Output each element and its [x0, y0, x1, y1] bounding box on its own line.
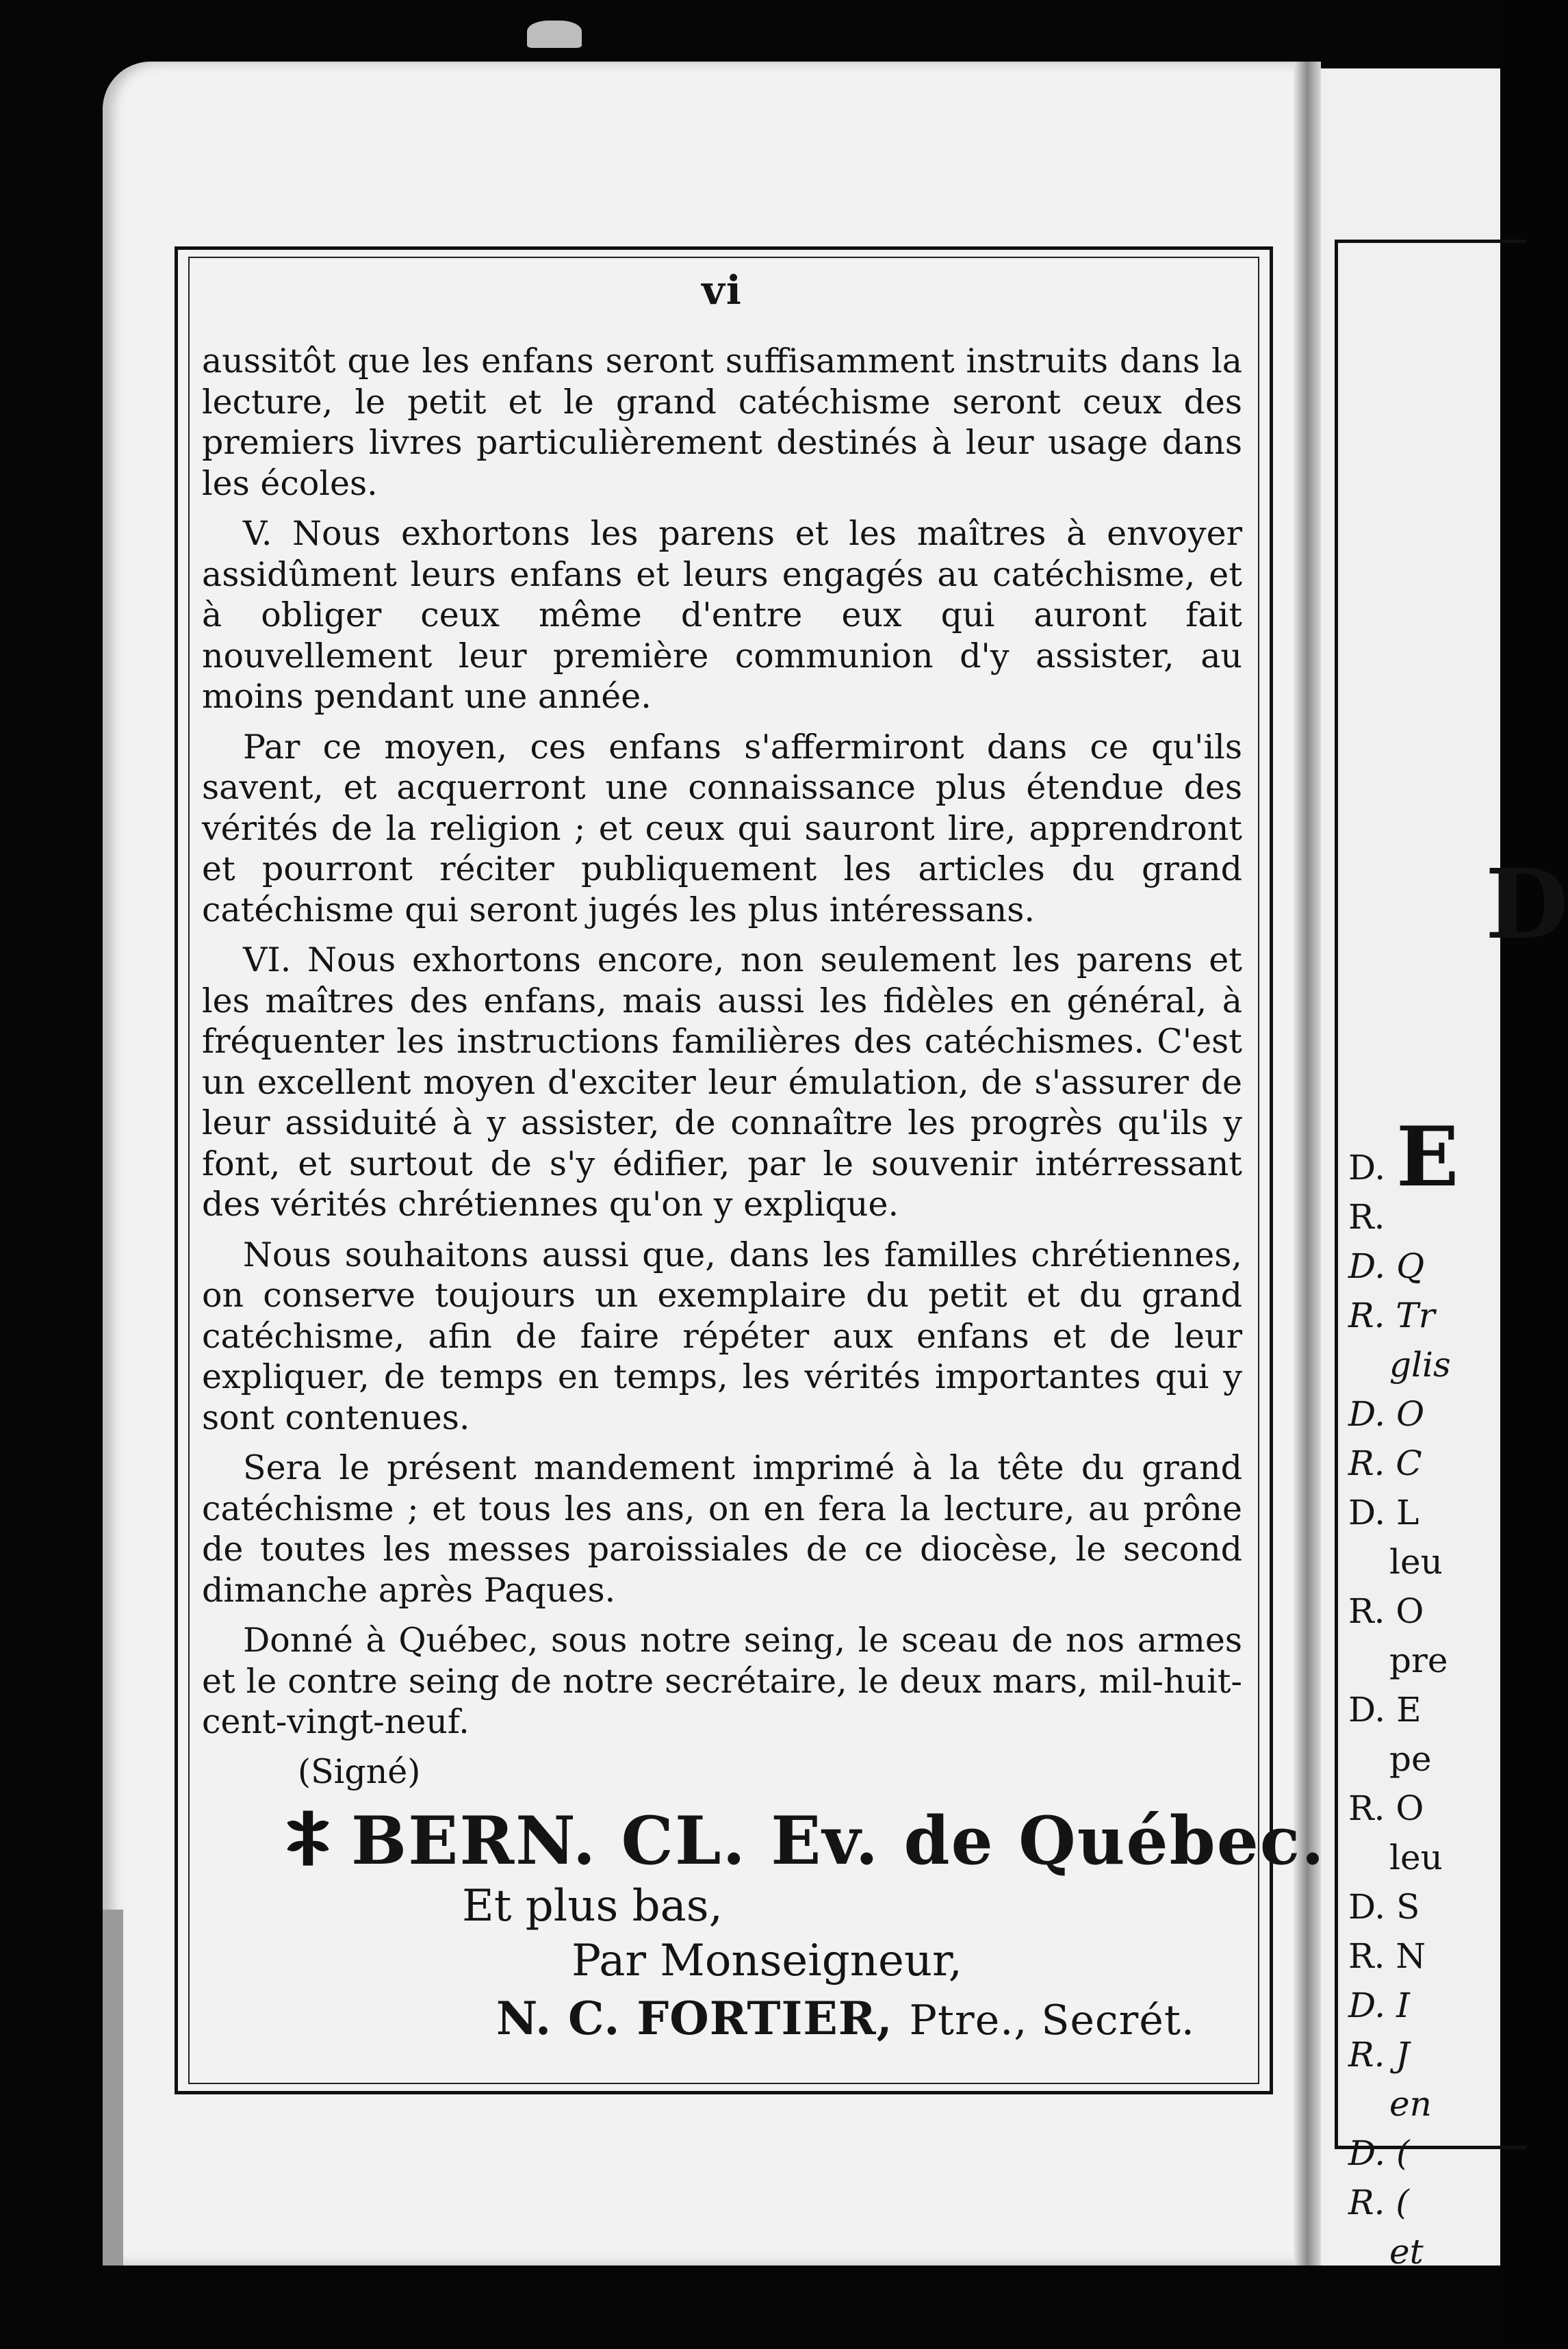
right-line: D. S [1348, 1887, 1420, 1927]
right-line: R. O [1348, 1788, 1424, 1828]
secretary-title: Ptre., Secrét. [909, 1996, 1196, 2044]
right-line: D. O [1348, 1394, 1425, 1434]
paragraph: Donné à Québec, sous notre seing, le sceau de nos armes et le contre seing de notre secrétaire, le deux mars, mil-huit-cent-vingt-neuf. [202, 1621, 1242, 1741]
secretary-signature [496, 1988, 1242, 2051]
bishop-signature [277, 1801, 1326, 1879]
mandement-text [202, 267, 1326, 2051]
right-page-big-letter: D [1485, 849, 1568, 961]
page-number: vi [702, 267, 743, 313]
right-line: pe [1389, 1739, 1432, 1779]
par-monseigneur: Par Monseigneur, [571, 1935, 962, 1986]
cross-fleury-icon [277, 1808, 339, 1869]
paragraph: V. Nous exhortons les parens et les maîtres à envoyer assidûment leurs enfans et leurs engagés au catéchisme, et à obliger ceux même d'entre eux qui auront fait nouvellement leur première communion d'y assister, au moins pendant une année. [202, 514, 1242, 716]
book-gutter [1294, 62, 1321, 2265]
right-line: D. I [1348, 1986, 1410, 2025]
right-line: R. C [1348, 1443, 1422, 1483]
secretary-name: N. C. FORTIER, [496, 1991, 893, 2045]
paragraph: Sera le présent mandement imprimé à la tête du grand catéchisme ; et tous les ans, on en fera la lecture, au prône de toutes les messes paroissiales de ce diocèse, le second dimanche après Paques. [202, 1448, 1242, 1610]
right-line: et [1389, 2232, 1424, 2272]
paragraph: aussitôt que les enfans seront suffisamment instruits dans la lecture, le petit et le grand catéchisme seront ceux des premiers livres particulièrement destinés à leur usage dans les écoles. [202, 342, 1242, 503]
paragraph: Nous souhaitons aussi que, dans les familles chrétiennes, on conserve toujours un exemplaire du petit et du grand catéchisme, afin de faire répéter aux enfans et de leur expliquer, de temps en temps, les vérités importantes qui y sont contenues. [202, 1235, 1242, 1437]
right-line: R. ( [1348, 2183, 1409, 2222]
right-page-lines [1348, 1143, 1451, 2276]
right-line: leu [1389, 1542, 1443, 1582]
right-line: R. N [1348, 1936, 1426, 1976]
right-line: D. [1348, 1148, 1386, 1188]
right-line: R. O [1348, 1591, 1424, 1631]
right-line: D. E [1348, 1690, 1422, 1730]
right-line: R. [1348, 1197, 1385, 1237]
right-line: D. Q [1348, 1246, 1425, 1286]
right-line: leu [1389, 1838, 1443, 1877]
right-line: en [1389, 2084, 1432, 2124]
right-line: R. J [1348, 2035, 1410, 2075]
right-line: R. Tr [1348, 1296, 1435, 1335]
right-page [1321, 68, 1568, 2272]
paragraph: VI. Nous exhortons encore, non seulement les parens et les maîtres des enfans, mais aussi les fidèles en général, à fréquenter les instructions familières des catéchismes. C'est un excellent moyen d'exciter leur émulation, de s'assurer de leur assiduité à y assister, de connaître les progrès qu'ils y font, et surtout de s'y édifier, par le souvenir intérressant des vérités chrétiennes qu'on y explique. [202, 940, 1242, 1224]
right-page-big-letter-2: E [1396, 1109, 1459, 1205]
right-line: glis [1389, 1345, 1451, 1385]
paragraph: Par ce moyen, ces enfans s'affermiront dans ce qu'ils savent, et acquerront une connaissance plus étendue des vérités de la religion ; et ceux qui sauront lire, apprendront et pourront réciter publiquement les articles du grand catéchisme qui seront jugés les plus intéressans. [202, 727, 1242, 929]
et-plus-bas: Et plus bas, [462, 1880, 723, 1931]
signature-text: BERN. CL. Ev. de Québec. [351, 1801, 1326, 1879]
right-line: D. L [1348, 1493, 1419, 1532]
signe-label: (Signé) [298, 1751, 421, 1791]
top-ornament [527, 21, 582, 48]
right-line: D. ( [1348, 2133, 1410, 2173]
right-line: pre [1389, 1641, 1448, 1680]
